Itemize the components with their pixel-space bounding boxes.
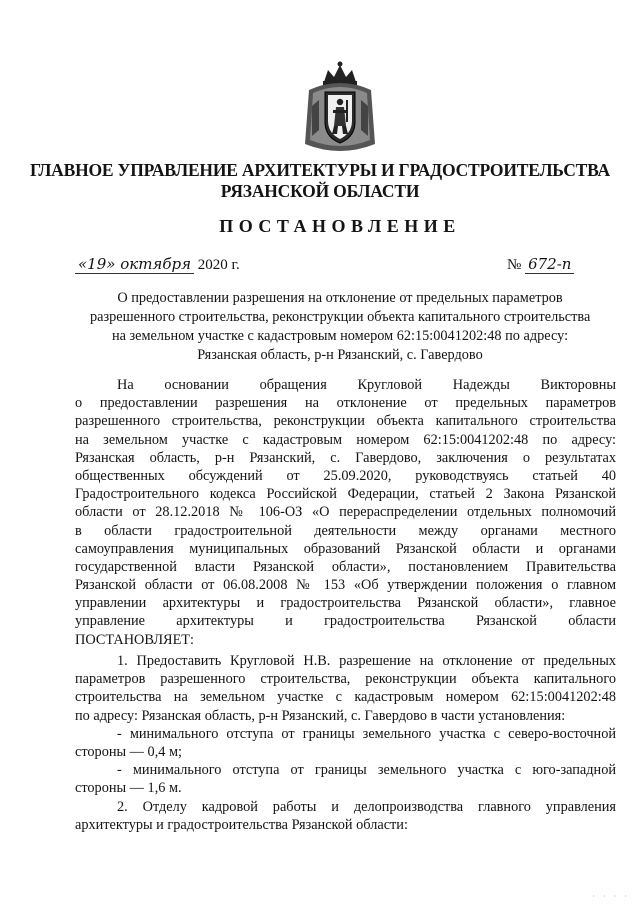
number-prefix: № (507, 257, 522, 273)
clause-line: 2. Отделу кадровой работы и делопроизводства главного управления (117, 798, 616, 815)
preamble-line: управление архитектуры и градостроительства Рязанской области (75, 613, 616, 630)
date-handwritten: «19» октября (75, 255, 194, 274)
preamble-line: Рязанской области от 06.08.2008 № 153 «Об утверждении положения о главном (75, 577, 616, 594)
organization-region: РЯЗАНСКОЙ ОБЛАСТИ (220, 181, 420, 201)
subject-line: разрешенного строительства, реконструкции объекта капитального строительства (90, 309, 591, 325)
clauses-section (75, 652, 616, 834)
clause-line: - минимального отступа от границы земельного участка с северо-восточной (117, 725, 616, 742)
preamble-line: области от 28.12.2018 № 106-ОЗ «О перераспределении отдельных полномочий (75, 504, 616, 521)
clause-line: параметров разрешенного строительства, реконструкции объекта капитального (75, 671, 616, 688)
clause-line: строительства на земельном участке с кадастровым номером 62:15:0041202:48 (75, 689, 616, 706)
preamble-paragraph (75, 376, 616, 649)
preamble-line: самоуправления муниципальных образований Рязанской области и органами (75, 540, 616, 557)
preamble-line: общественных обсуждений от 25.09.2020, руководствуясь статьей 40 (75, 467, 616, 484)
preamble-line: управлении архитектуры и градостроительства Рязанской области», главное (75, 595, 616, 612)
document-type-title: ПОСТАНОВЛЕНИЕ (219, 216, 461, 236)
document-number (507, 255, 574, 274)
clause-line: по адресу: Рязанская область, р-н Рязанский, с. Гавердово в части установления: (75, 707, 566, 724)
preamble-line: Рязанская область, р-н Рязанский, с. Гавердово, заключения о результатах (75, 449, 616, 466)
preamble-line: о предоставлении разрешения на отклонение от предельных параметров (75, 395, 616, 412)
coat-of-arms-icon (299, 60, 381, 158)
subject-line: на земельном участке с кадастровым номером 62:15:0041202:48 по адресу: (111, 328, 569, 344)
document-subject (90, 289, 590, 365)
preamble-line: государственной власти Рязанской области», постановлением Правительства (75, 558, 616, 575)
scan-artifact-dots: · · · · (592, 892, 630, 901)
subject-line: О предоставлении разрешения на отклонение от предельных параметров (117, 290, 563, 306)
clause-line: архитектуры и градостроительства Рязанской области: (75, 816, 408, 833)
subject-line: Рязанская область, р-н Рязанский, с. Гавердово (197, 347, 483, 363)
preamble-line: на земельном участке с кадастровым номером 62:15:0041202:48 по адресу: (75, 431, 616, 448)
preamble-line: На основании обращения Кругловой Надежды Викторовны (117, 377, 616, 393)
preamble-line: Градостроительного кодекса Российской Федерации, статьей 2 Закона Рязанской (75, 486, 616, 503)
clause-line: 1. Предоставить Кругловой Н.В. разрешение на отклонение от предельных (117, 653, 616, 669)
clause-line: - минимального отступа от границы земельного участка с юго-западной (117, 762, 616, 779)
organization-name: ГЛАВНОЕ УПРАВЛЕНИЕ АРХИТЕКТУРЫ И ГРАДОСТРОИТЕЛЬСТВА (30, 160, 610, 180)
preamble-line: в области градостроительной деятельности между органами местного (75, 522, 616, 539)
number-handwritten: 672-п (525, 255, 574, 274)
preamble-line: разрешенного строительства, реконструкции объекта капитального строительства (75, 413, 616, 430)
clause-line: стороны — 1,6 м. (75, 780, 182, 797)
document-date (75, 255, 240, 274)
date-year: 2020 г. (197, 257, 240, 273)
resolves-keyword: ПОСТАНОВЛЯЕТ: (75, 631, 195, 648)
clause-line: стороны — 0,4 м; (75, 743, 183, 760)
